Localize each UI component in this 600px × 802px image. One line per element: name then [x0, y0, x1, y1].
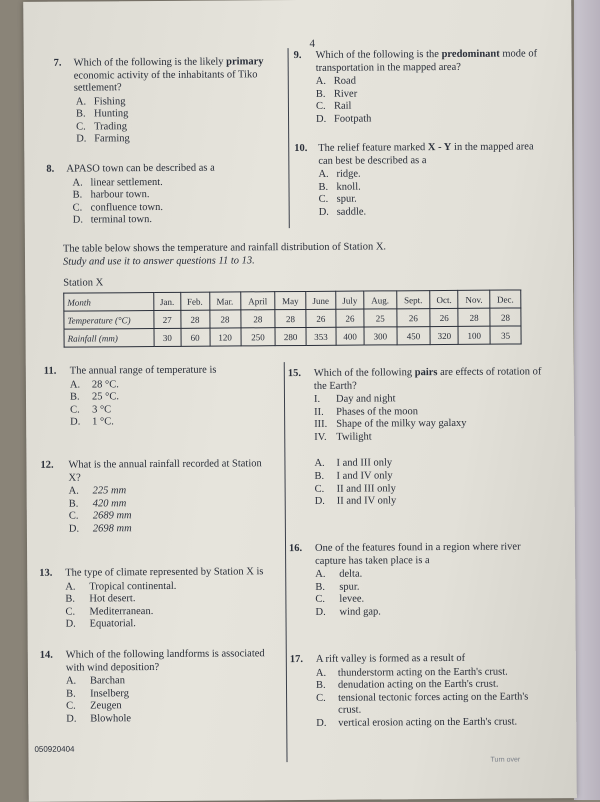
table-header-cell: June: [305, 291, 336, 309]
option-b: B. Hunting: [75, 108, 129, 120]
question-13: [39, 566, 279, 632]
page-number: 4: [309, 37, 316, 50]
table-cell: 450: [397, 327, 431, 345]
question-stem: What is the annual rainfall recorded at Station X?: [68, 458, 262, 484]
table-header-cell: Mar.: [209, 292, 240, 310]
question-17: [290, 652, 553, 730]
table-cell: 280: [275, 327, 306, 345]
table-header-cell: May: [275, 291, 306, 309]
statement-iv: IV. Twilight: [314, 431, 372, 443]
table-cell: 400: [336, 327, 364, 345]
question-8: [46, 162, 280, 228]
table-row-rainfall: [64, 326, 521, 347]
question-12: [40, 458, 277, 536]
table-cell: 28: [458, 308, 490, 326]
table-cell: 250: [241, 328, 276, 346]
table-cell: 320: [430, 326, 458, 344]
column-divider-bottom: [284, 362, 288, 762]
table-header-cell: Month: [64, 293, 154, 312]
question-9: [294, 48, 545, 126]
option-d: D. vertical erosion acting on the Earth's crust.: [316, 716, 518, 729]
question-15: [288, 366, 549, 509]
column-divider-top: [288, 48, 290, 228]
statement-list: [314, 392, 548, 444]
table-cell: 28: [180, 310, 209, 328]
option-a: A. ridge.: [318, 168, 361, 180]
question-number: 13.: [39, 567, 53, 579]
table-row-label: Rainfall (mm): [64, 329, 154, 348]
question-stem: Which of the following landforms is associated with wind deposition?: [65, 648, 265, 674]
table-cell: 28: [275, 309, 306, 327]
exam-page: [23, 0, 577, 802]
option-b: B. denudation acting on the Earth's crust.: [315, 678, 499, 691]
option-c: C. 2689 mm: [68, 510, 132, 522]
adjacent-page-edge: [574, 0, 600, 800]
question-number: 9.: [293, 49, 302, 62]
option-a: A. Road: [315, 75, 356, 87]
question-7: [54, 56, 281, 146]
table-cell: 300: [364, 327, 397, 345]
table-cell: 353: [306, 327, 337, 345]
option-c: C. Rail: [315, 100, 352, 113]
table-cell: 60: [181, 328, 210, 346]
table-cell: 26: [306, 309, 337, 327]
statement-iii: III. Shape of the milky way galaxy: [314, 418, 467, 431]
question-stem: Which of the following pairs are effects of rotation of the Earth?: [313, 366, 542, 392]
option-a: A. Fishing: [75, 95, 126, 108]
question-14: [40, 648, 281, 726]
question-number: 16.: [288, 542, 303, 555]
option-c: C. spur.: [318, 193, 357, 206]
option-b: B. harbour town.: [72, 189, 150, 201]
table-header-cell: April: [240, 292, 275, 310]
question-number: 11.: [43, 365, 57, 377]
table-cell: 28: [210, 310, 241, 328]
statement-i: I. Day and night: [313, 393, 396, 405]
option-a: A. 28 °C.: [69, 378, 119, 391]
table-header-cell: Jan.: [154, 292, 181, 310]
table-cell: 30: [154, 328, 181, 346]
option-b: B. Hot desert.: [65, 593, 136, 605]
footer-turn-over: Turn over: [490, 756, 521, 764]
table-cell: 120: [210, 328, 241, 346]
option-a: A. thunderstorm acting on the Earth's crust.: [315, 666, 508, 679]
table-cell: 35: [490, 326, 521, 344]
question-16: [289, 541, 552, 619]
option-d: D. II and IV only: [314, 495, 397, 508]
table-cell: 28: [240, 310, 275, 328]
option-c: C. levee.: [315, 593, 365, 606]
option-c: C. Mediterranean.: [65, 605, 154, 618]
question-stem: Which of the following is the predominant mode of transportation in the mapped area?: [315, 48, 538, 74]
table-header-cell: Oct.: [430, 290, 458, 308]
option-d: D. 2698 mm: [68, 522, 132, 535]
question-10: [294, 141, 547, 219]
table-cell: 100: [458, 326, 490, 344]
option-c: C. II and III only: [314, 482, 396, 495]
question-number: 10.: [294, 142, 308, 155]
table-cell: 26: [397, 309, 431, 327]
question-number: 12.: [40, 459, 54, 471]
climate-table: [63, 289, 521, 347]
question-stem: The type of climate represented by Station X is: [65, 566, 264, 579]
question-number: 17.: [289, 653, 303, 666]
option-a: A. Barchan: [65, 675, 125, 687]
table-header-cell: Nov.: [458, 290, 490, 308]
option-d: D. 1 °C.: [70, 416, 114, 428]
table-cell: 26: [336, 309, 364, 327]
question-number: 14.: [39, 649, 53, 661]
option-d: D. Footpath: [316, 113, 372, 125]
option-d: D. Equatorial.: [65, 618, 136, 630]
question-number: 15.: [287, 367, 301, 380]
intro-line-1: The table below shows the temperature and rainfall distribution of Station X.: [62, 241, 387, 255]
option-d: D. Blowhole: [66, 712, 132, 725]
option-b: B. spur.: [315, 581, 360, 593]
question-stem: APASO town can be described as a: [66, 162, 215, 175]
option-a: A. linear settlement.: [72, 176, 163, 189]
table-header-cell: Feb.: [180, 292, 209, 310]
option-d: D. terminal town.: [72, 214, 153, 226]
option-d: D. wind gap.: [315, 606, 381, 618]
table-header-cell: Dec.: [490, 290, 521, 308]
table-header-cell: Sept.: [396, 291, 430, 309]
question-stem: The relief feature marked X - Y in the mapped area can best be described as a: [318, 141, 534, 167]
option-c: C. Trading: [76, 120, 127, 133]
option-b: B. 420 mm: [68, 497, 127, 510]
option-b: B. Inselberg: [66, 687, 129, 700]
question-11: [44, 364, 276, 429]
option-b: B. knoll.: [318, 181, 361, 193]
table-intro: [63, 241, 386, 268]
table-cell: 26: [430, 308, 458, 326]
table-cell: 28: [490, 308, 521, 326]
option-d: D. Farming: [76, 133, 130, 145]
question-number: 7.: [53, 57, 62, 69]
statement-ii: II. Phases of the moon: [314, 405, 419, 418]
option-c: C. tensional tectonic forces acting on the Earth's crust.: [316, 691, 529, 717]
option-a: A. delta.: [315, 568, 363, 580]
option-b: B. 25 °C.: [69, 391, 119, 403]
option-a: A. I and III only: [314, 457, 393, 470]
station-label: Station X: [63, 277, 104, 289]
option-b: B. I and IV only: [314, 470, 393, 482]
question-stem: Which of the following is the likely primary economic activity of the inhabitants of Tiko settlement?: [73, 56, 264, 94]
option-b: B. River: [315, 88, 358, 100]
option-c: C. Zeugen: [66, 700, 122, 712]
question-number: 8.: [46, 163, 55, 175]
option-c: C. 3 °C: [70, 404, 112, 416]
question-stem: One of the features found in a region where river capture has taken place is a: [314, 541, 521, 567]
option-a: A. 225 mm: [68, 485, 127, 497]
option-d: D. saddle.: [318, 206, 367, 218]
table-header-cell: July: [336, 291, 364, 309]
question-stem: A rift valley is formed as a result of: [315, 652, 466, 665]
table-cell: 25: [364, 309, 397, 327]
question-stem: The annual range of temperature is: [69, 364, 217, 377]
option-c: C. confluence town.: [72, 201, 164, 214]
table-row-label: Temperature (°C): [64, 311, 154, 330]
option-a: A. Tropical continental.: [65, 580, 177, 593]
intro-line-2: Study and use it to answer questions 11 to 13.: [62, 254, 255, 268]
table-header-cell: Aug.: [364, 291, 397, 309]
table-cell: 27: [154, 310, 181, 328]
footer-code: 050920404: [34, 744, 75, 754]
